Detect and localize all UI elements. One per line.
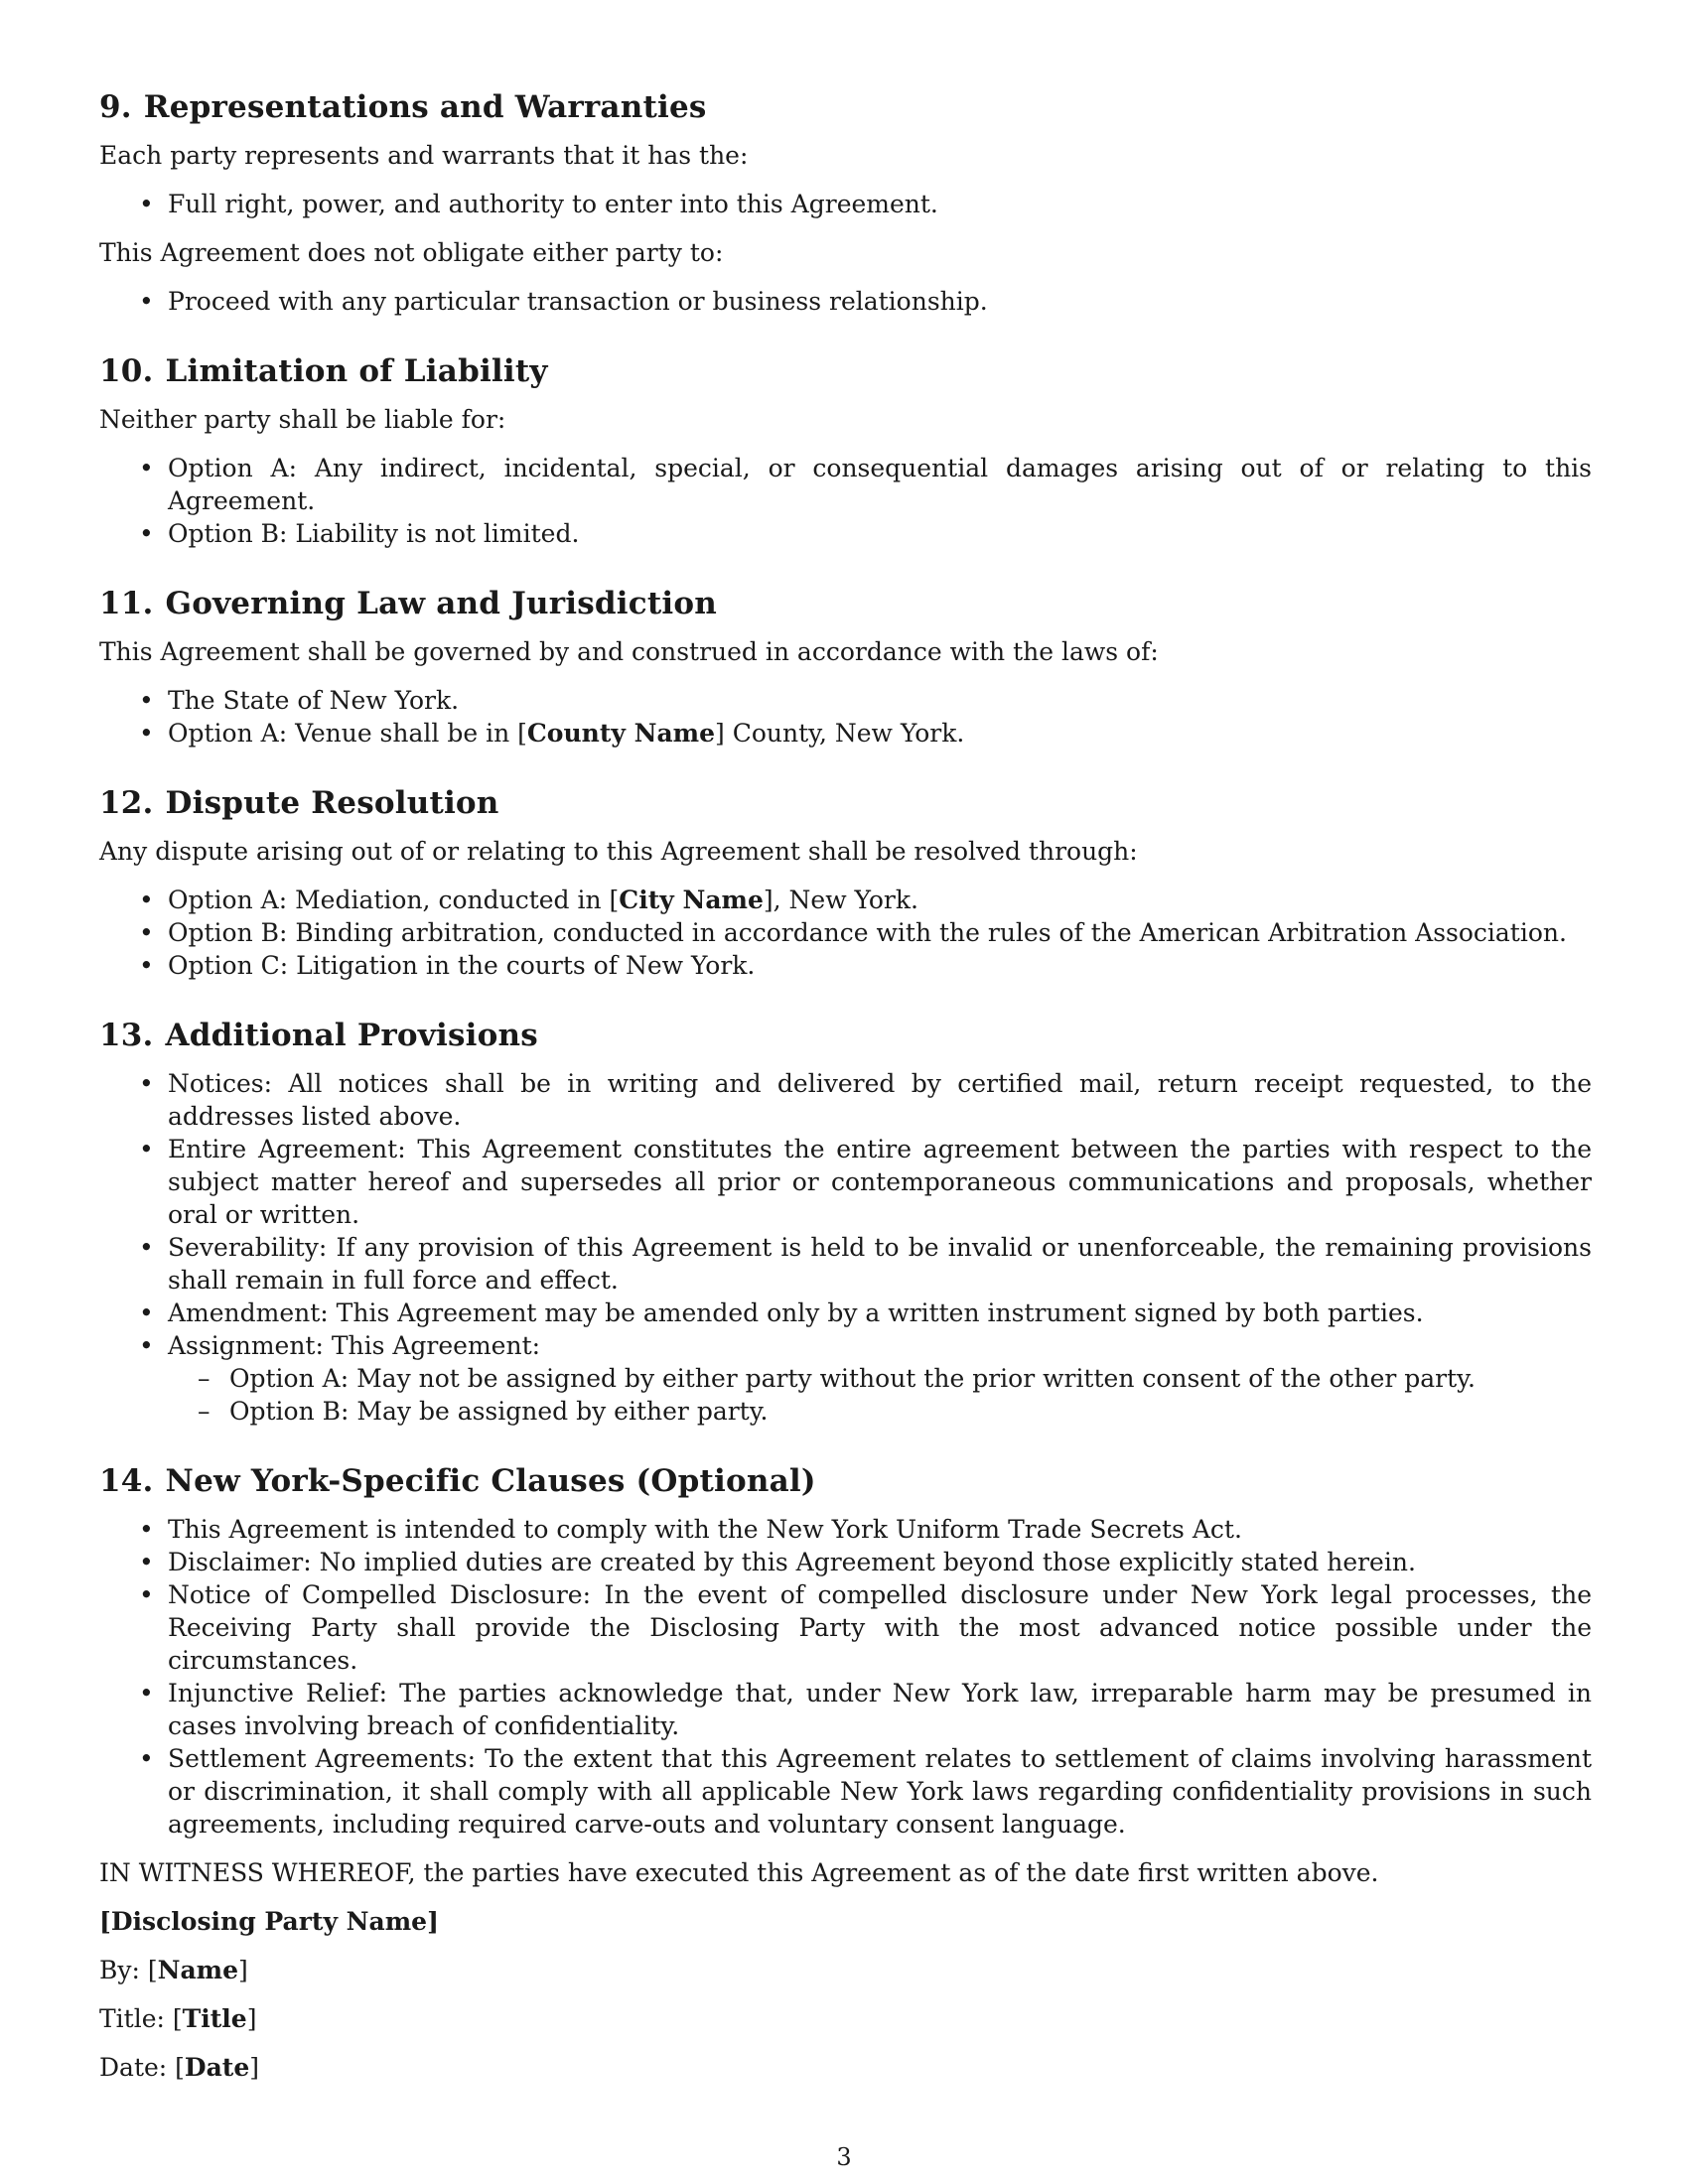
list-item: • Option B: Liability is not limited. [99,517,1592,550]
section-heading: 10. Limitation of Liability [99,353,548,389]
list-item: • Notice of Compelled Disclosure: In the event of compelled disclosure under New York legal processes, the Receiving Party shall provide the Disclosing Party with the most advanced notice possible under the circumstances. [99,1578,1592,1677]
paragraph: This Agreement shall be governed by and construed in accordance with the laws of: [99,637,1159,666]
sub-list [168,1362,1592,1428]
signature-party: [Disclosing Party Name] [99,1907,439,1936]
bullet-list [99,1513,1592,1841]
section-10 [99,351,1592,550]
bullet-list [99,884,1592,982]
bullet-list [99,1067,1592,1428]
section-13 [99,1016,1592,1428]
paragraph: Any dispute arising out of or relating to this Agreement shall be resolved through: [99,837,1138,866]
page-number: 3 [836,2143,852,2171]
section-14 [99,1461,1592,1841]
list-item: • Assignment: This Agreement: – Option A: May not be assigned by either party without the prior written consent of the other party. – Option B: May be assigned by either party. [99,1329,1592,1428]
list-item: • Severability: If any provision of this Agreement is held to be invalid or unenforceable, the remaining provisions shall remain in full force and effect. [99,1231,1592,1297]
bullet-list [99,285,1592,318]
list-item: • Amendment: This Agreement may be amended only by a written instrument signed by both parties. [99,1297,1592,1329]
paragraph: Neither party shall be liable for: [99,405,506,434]
signature-block [99,1905,1592,2084]
list-item: • Settlement Agreements: To the extent that this Agreement relates to settlement of claims involving harassment or discrimination, it shall comply with all applicable New York laws regarding confidentiality provisions in such agreements, including required carve-outs and voluntary consent language. [99,1742,1592,1841]
section-9 [99,87,1592,318]
signature-title-line: Title: [Title] [99,2004,257,2033]
witness-statement: IN WITNESS WHEREOF, the parties have executed this Agreement as of the date first written above. [99,1858,1379,1887]
list-item: • Entire Agreement: This Agreement constitutes the entire agreement between the parties with respect to the subject matter hereof and supersedes all prior or contemporaneous communications and proposals, whether oral or written. [99,1133,1592,1231]
section-heading: 9. Representations and Warranties [99,89,707,125]
bullet-list [99,188,1592,220]
section-heading: 12. Dispute Resolution [99,785,499,821]
sub-list-item: – Option B: May be assigned by either party. [168,1395,1592,1428]
list-item: • This Agreement is intended to comply with the New York Uniform Trade Secrets Act. [99,1513,1592,1546]
list-item: • Option A: Any indirect, incidental, special, or consequential damages arising out of or relating to this Agreement. [99,452,1592,517]
document-page [99,87,1592,2100]
signature-by-line: By: [Name] [99,1956,248,1984]
list-item: • Option A: Mediation, conducted in [City Name], New York. [99,884,1592,916]
list-item: • Option A: Venue shall be in [County Name] County, New York. [99,717,1592,750]
sub-list-item: – Option A: May not be assigned by either party without the prior written consent of the other party. [168,1362,1592,1395]
section-12 [99,783,1592,982]
paragraph: This Agreement does not obligate either party to: [99,238,724,267]
placeholder-field: County Name [526,719,716,748]
list-item: • Option B: Binding arbitration, conducted in accordance with the rules of the American Arbitration Association. [99,916,1592,949]
list-item: • Injunctive Relief: The parties acknowledge that, under New York law, irreparable harm may be presumed in cases involving breach of confidentiality. [99,1677,1592,1742]
list-item: • Notices: All notices shall be in writing and delivered by certified mail, return receipt requested, to the addresses listed above. [99,1067,1592,1133]
section-heading: 13. Additional Provisions [99,1018,538,1053]
section-11 [99,584,1592,750]
bullet-list [99,452,1592,550]
signature-date-line: Date: [Date] [99,2053,260,2082]
section-heading: 11. Governing Law and Jurisdiction [99,586,717,621]
list-item: • Full right, power, and authority to enter into this Agreement. [99,188,1592,220]
bullet-list [99,684,1592,750]
list-item: • Disclaimer: No implied duties are created by this Agreement beyond those explicitly stated herein. [99,1546,1592,1578]
paragraph: Each party represents and warrants that it has the: [99,141,749,170]
list-item: • The State of New York. [99,684,1592,717]
list-item: • Option C: Litigation in the courts of New York. [99,949,1592,982]
placeholder-field: City Name [619,886,764,914]
section-heading: 14. New York-Specific Clauses (Optional) [99,1463,816,1499]
list-item: • Proceed with any particular transaction or business relationship. [99,285,1592,318]
